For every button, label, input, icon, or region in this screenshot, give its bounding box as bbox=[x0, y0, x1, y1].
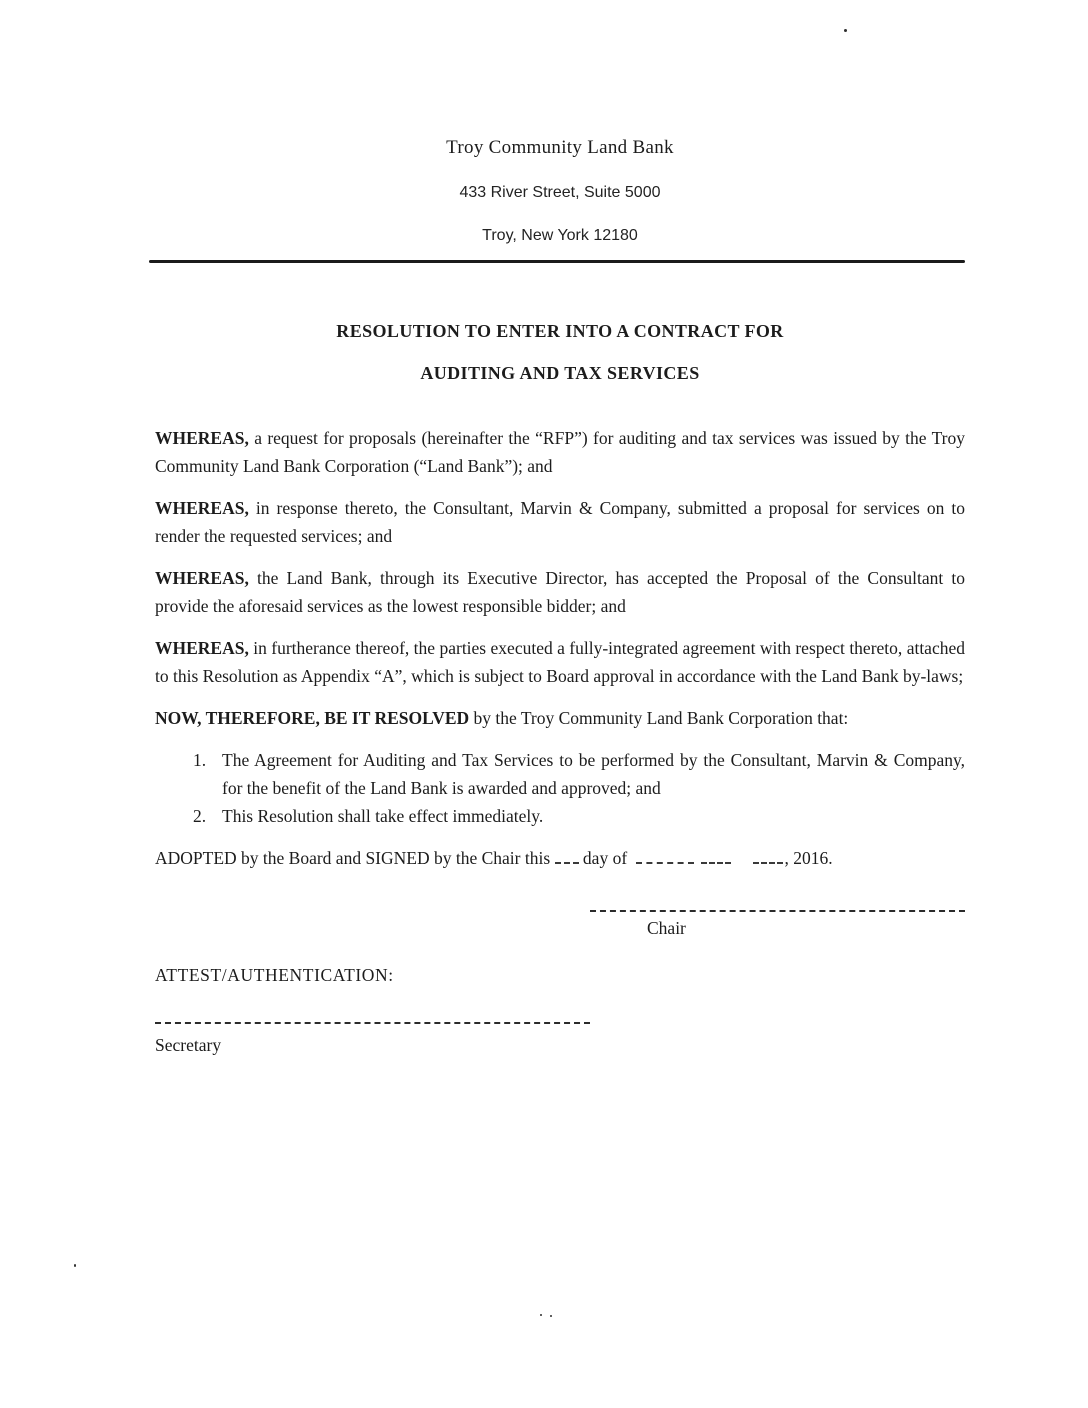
whereas-text: a request for proposals (hereinafter the “RFP”) for auditing and tax services was issued by the Troy Community Land Bank Corporation (“Land Bank”); and bbox=[155, 428, 965, 476]
attest-heading: ATTEST/AUTHENTICATION: bbox=[155, 965, 394, 985]
whereas-lead: WHEREAS, bbox=[155, 638, 249, 658]
resolved-paragraph bbox=[155, 704, 965, 732]
whereas-text: in response thereto, the Consultant, Marvin & Company, submitted a proposal for services on to render the requested services; and bbox=[155, 498, 965, 546]
blank-day-field bbox=[555, 847, 579, 864]
list-item-text: The Agreement for Auditing and Tax Services to be performed by the Consultant, Marvin & Company, for the benefit of the Land Bank is awarded and approved; and bbox=[222, 750, 965, 798]
secretary-label: Secretary bbox=[155, 1035, 222, 1055]
whereas-lead: WHEREAS, bbox=[155, 428, 249, 448]
list-item-text: This Resolution shall take effect immediately. bbox=[222, 806, 544, 826]
whereas-lead: WHEREAS, bbox=[155, 498, 249, 518]
blank-date-field bbox=[753, 847, 783, 864]
list-item-number: 1. bbox=[193, 750, 207, 770]
header-divider bbox=[149, 260, 965, 263]
list-item-2 bbox=[155, 802, 965, 830]
adoption-year: , 2016. bbox=[784, 848, 833, 868]
whereas-paragraph-3 bbox=[155, 564, 965, 620]
list-item-number: 2. bbox=[193, 806, 207, 826]
whereas-text: in furtherance thereof, the parties executed a fully-integrated agreement with respect thereto, attached to this Resolution as Appendix “A”, which is subject to Board approval in accordance with the Land Bank by-laws; bbox=[155, 638, 965, 686]
whereas-text: the Land Bank, through its Executive Director, has accepted the Proposal of the Consultant to provide the aforesaid services as the lowest responsible bidder; and bbox=[155, 568, 965, 616]
scan-speck bbox=[74, 1264, 76, 1267]
adoption-day-of: day of bbox=[582, 848, 628, 868]
resolved-lead: NOW, THEREFORE, BE IT RESOLVED bbox=[155, 708, 470, 728]
whereas-paragraph-4 bbox=[155, 634, 965, 690]
blank-month-field bbox=[701, 847, 731, 864]
adoption-clause bbox=[155, 844, 965, 872]
blank-month-field bbox=[636, 847, 694, 864]
adoption-text: ADOPTED by the Board and SIGNED by the Chair this bbox=[155, 848, 551, 868]
address-line-2: Troy, New York 12180 bbox=[482, 227, 638, 244]
scan-speck bbox=[550, 1315, 552, 1317]
organization-name: Troy Community Land Bank bbox=[446, 137, 674, 158]
title-line-2: AUDITING AND TAX SERVICES bbox=[420, 363, 700, 383]
chair-label: Chair bbox=[647, 918, 686, 938]
scan-speck bbox=[540, 1314, 542, 1316]
resolved-text: by the Troy Community Land Bank Corporation that: bbox=[469, 708, 849, 728]
chair-signature-line bbox=[590, 910, 965, 912]
scan-speck bbox=[844, 29, 847, 32]
title-line-1: RESOLUTION TO ENTER INTO A CONTRACT FOR bbox=[336, 321, 784, 341]
list-item-1 bbox=[155, 746, 965, 802]
resolution-list bbox=[155, 746, 965, 830]
document-title bbox=[155, 321, 965, 384]
address-line-1: 433 River Street, Suite 5000 bbox=[459, 184, 661, 201]
whereas-paragraph-1 bbox=[155, 424, 965, 480]
whereas-paragraph-2 bbox=[155, 494, 965, 550]
secretary-signature-line bbox=[155, 1022, 590, 1024]
whereas-lead: WHEREAS, bbox=[155, 568, 249, 588]
